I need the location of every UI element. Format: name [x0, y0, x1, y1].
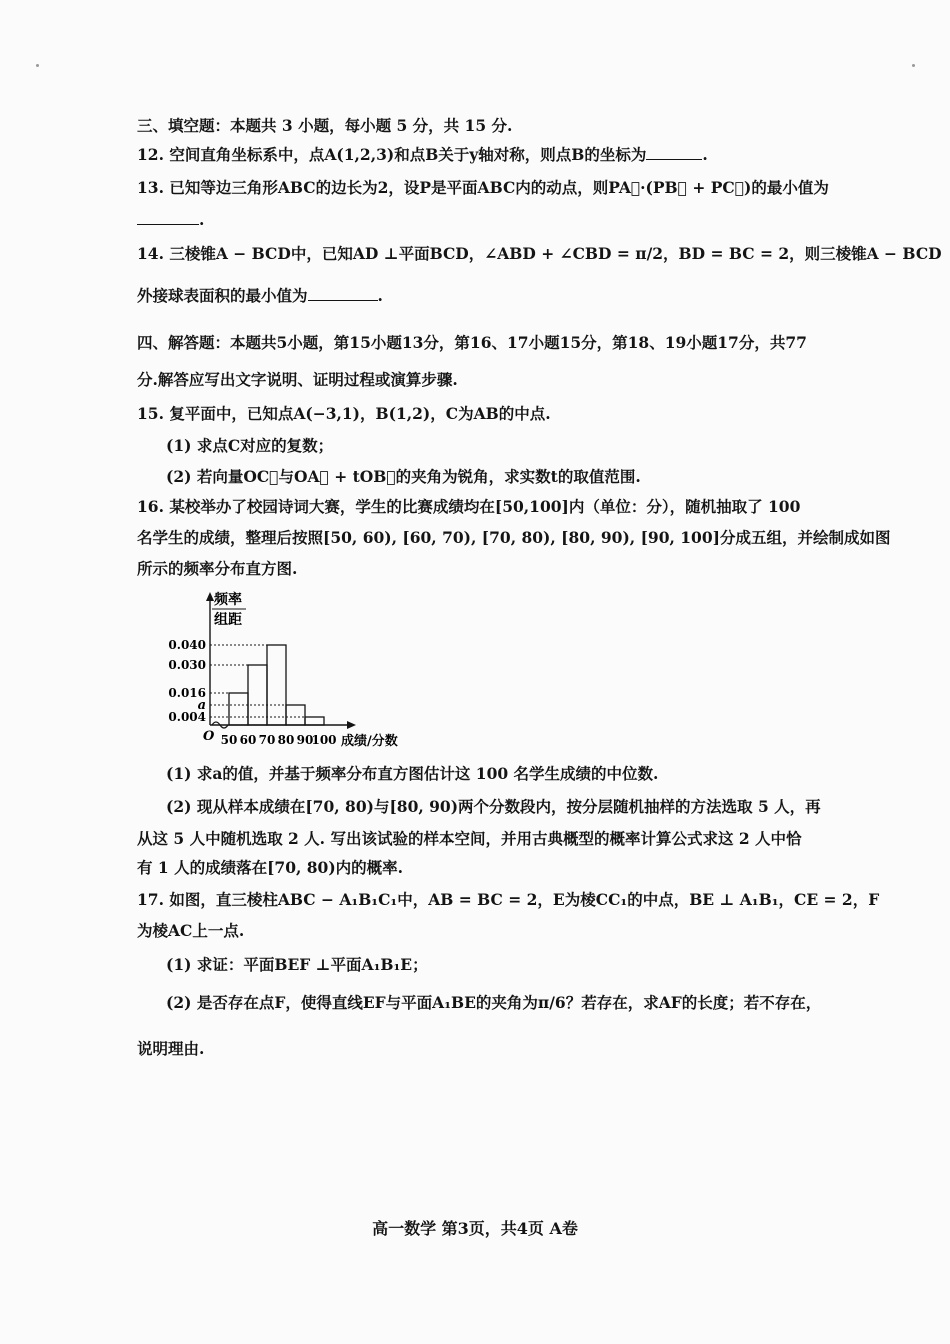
histogram-bar — [286, 705, 305, 725]
answer-blank — [308, 286, 378, 301]
histogram-bar — [229, 693, 248, 725]
question-14-cont: 外接球表面积的最小值为 . — [137, 286, 383, 305]
x-axis-arrow — [347, 721, 356, 729]
question-16-part2-cont2: 有 1 人的成绩落在[70, 80)内的概率. — [137, 858, 404, 877]
section4-heading-cont: 分.解答应写出文字说明、证明过程或演算步骤. — [137, 370, 458, 389]
question-15-part2: (2) 若向量OC⃗与OA⃗ + tOB⃗的夹角为锐角，求实数t的取值范围. — [166, 467, 641, 486]
question-12: 12. 空间直角坐标系中，点A(1,2,3)和点B关于y轴对称，则点B的坐标为 . — [137, 145, 708, 164]
question-17: 17. 如图，直三棱柱ABC − A₁B₁C₁中，AB = BC = 2，E为棱CC₁的中点，BE ⊥ A₁B₁，CE = 2，F — [137, 890, 880, 909]
question-17-part2-cont: 说明理由. — [137, 1039, 205, 1058]
origin-label: O — [203, 729, 215, 744]
question-15-part1: (1) 求点C对应的复数； — [166, 436, 334, 455]
x-tick-label: 70 — [258, 733, 276, 747]
y-tick-label: 0.016 — [168, 686, 206, 700]
answer-blank — [137, 210, 199, 225]
question-17-part1: (1) 求证：平面BEF ⊥平面A₁B₁E； — [166, 955, 428, 974]
answer-blank — [646, 145, 702, 160]
question-17-cont: 为棱AC上一点. — [137, 921, 245, 940]
question-15: 15. 复平面中，已知点A(−3,1)，B(1,2)，C为AB的中点. — [137, 404, 551, 423]
question-16-cont: 名学生的成绩，整理后按照[50, 60), [60, 70), [70, 80), [80, 90), [90, 100]分成五组，并绘制成如图 — [137, 528, 891, 547]
x-tick-label: 80 — [277, 733, 295, 747]
y-tick-label: 0.004 — [168, 710, 206, 724]
y-axis-arrow — [206, 592, 214, 601]
frequency-histogram — [160, 588, 420, 754]
y-tick-label: a — [197, 698, 206, 713]
histogram-bar — [267, 645, 286, 725]
x-tick-label: 60 — [239, 733, 257, 747]
question-16-part2: (2) 现从样本成绩在[70, 80)与[80, 90)两个分数段内，按分层随机抽样的方法选取 5 人，再 — [166, 797, 821, 816]
histogram-bar — [305, 717, 324, 725]
ylabel-bottom: 组距 — [214, 612, 242, 628]
scan-speck — [36, 64, 39, 67]
y-tick-label: 0.040 — [168, 638, 206, 652]
y-tick-label: 0.030 — [168, 658, 206, 672]
question-16-cont2: 所示的频率分布直方图. — [137, 559, 298, 578]
x-tick-label: 50 — [220, 733, 238, 747]
question-12-text: 12. 空间直角坐标系中，点A(1,2,3)和点B关于y轴对称，则点B的坐标为 — [137, 145, 647, 164]
question-16-part1: (1) 求a的值，并基于频率分布直方图估计这 100 名学生成绩的中位数. — [166, 764, 659, 783]
question-16-part2-cont: 从这 5 人中随机选取 2 人. 写出该试验的样本空间，并用古典概型的概率计算公式求这 2 人中恰 — [137, 829, 802, 848]
question-17-part2: (2) 是否存在点F，使得直线EF与平面A₁BE的夹角为π/6？若存在，求AF的长度；若不存在， — [166, 993, 822, 1012]
histogram-bar — [248, 665, 267, 725]
ylabel-top: 频率 — [214, 592, 242, 608]
question-16: 16. 某校举办了校园诗词大赛，学生的比赛成绩均在[50,100]内（单位：分），随机抽取了 100 — [137, 497, 801, 516]
x-tick-label: 100 — [311, 733, 337, 747]
question-13-blank: . — [137, 210, 204, 230]
page-footer: 高一数学 第3页，共4页 A卷 — [372, 1219, 578, 1238]
x-tick-label: 90 — [296, 733, 314, 747]
question-13: 13. 已知等边三角形ABC的边长为2，设P是平面ABC内的动点，则PA⃗·(PB⃗ + PC⃗)的最小值为 — [137, 178, 829, 197]
question-14: 14. 三棱锥A − BCD中，已知AD ⊥平面BCD，∠ABD + ∠CBD = π/2，BD = BC = 2，则三棱锥A − BCD — [137, 244, 942, 263]
section3-heading: 三、填空题：本题共 3 小题，每小题 5 分，共 15 分. — [137, 116, 513, 135]
x-axis-label: 成绩/分数 — [341, 734, 398, 749]
scan-speck — [912, 64, 915, 67]
section4-heading: 四、解答题：本题共5小题，第15小题13分，第16、17小题15分，第18、19小题17分，共77 — [137, 333, 807, 352]
